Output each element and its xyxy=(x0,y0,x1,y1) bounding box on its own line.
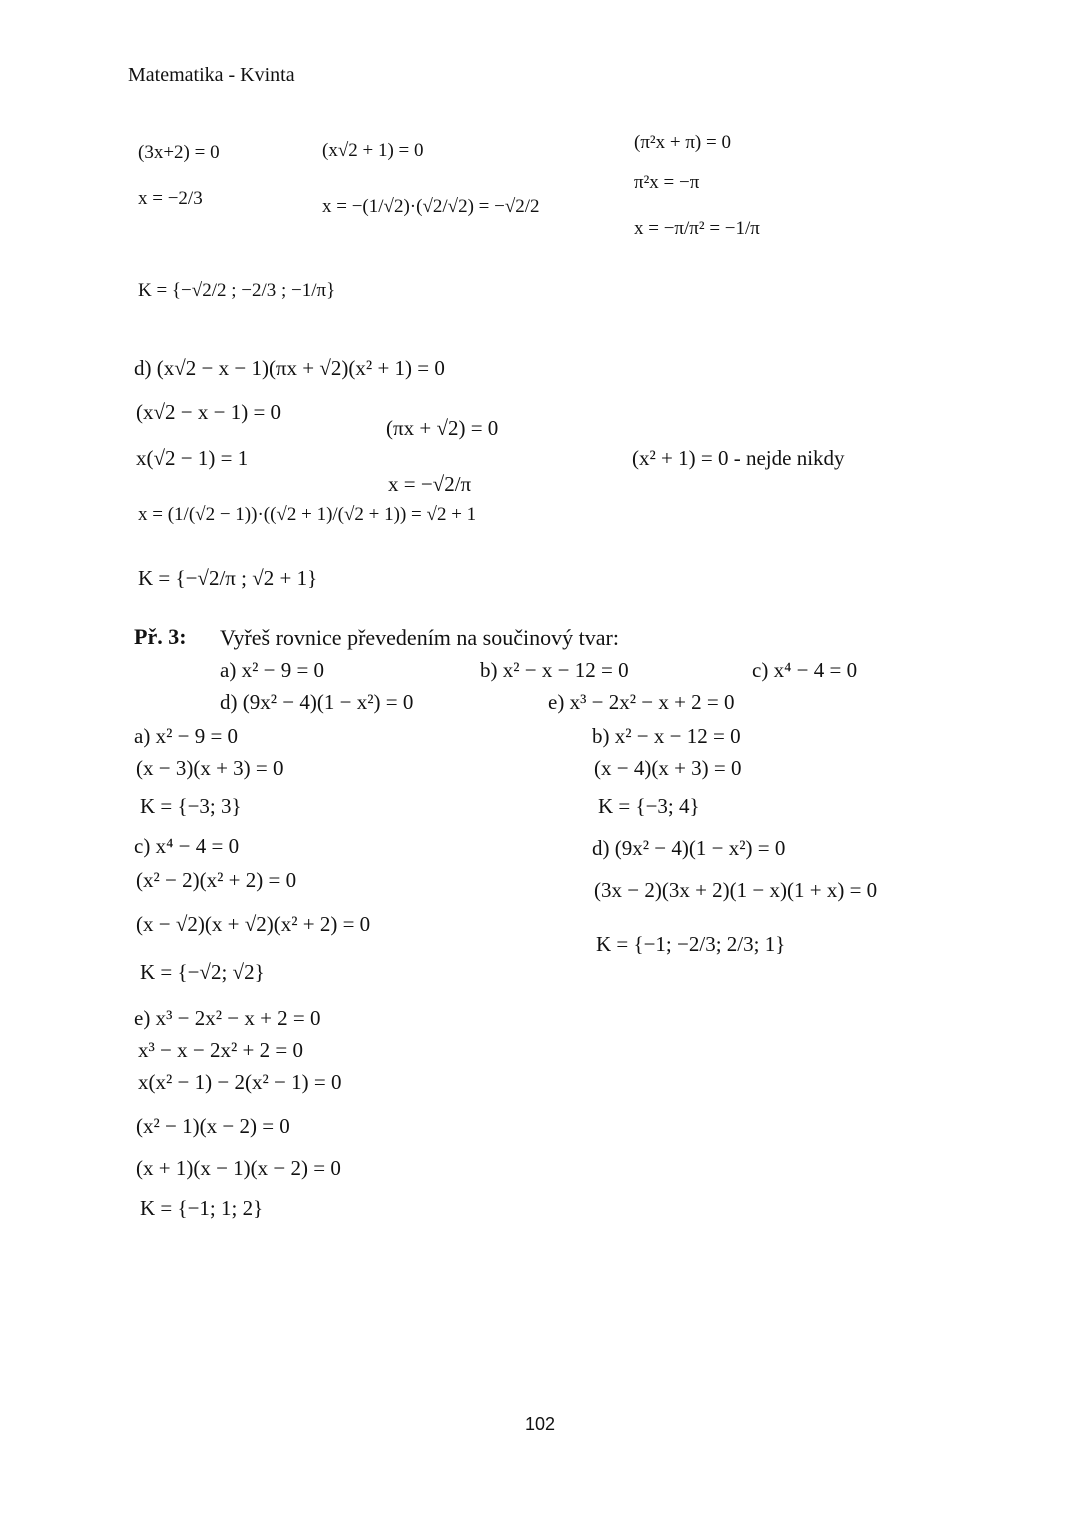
equation: (π²x + π) = 0 xyxy=(634,132,731,153)
equation: x = −√2/π xyxy=(388,472,472,496)
solution-b-line: (x − 4)(x + 3) = 0 xyxy=(594,756,742,780)
solution-a-set: K = {−3; 3} xyxy=(140,794,242,818)
equation: x = (1/(√2 − 1))·((√2 + 1)/(√2 + 1)) = √2 + 1 xyxy=(138,504,477,525)
task-option-b: b) x² − x − 12 = 0 xyxy=(480,658,629,682)
solution-set: K = {−√2/2 ; −2/3 ; −1/π} xyxy=(138,280,336,301)
solution-c-set: K = {−√2; √2} xyxy=(140,960,265,984)
solution-a-line: a) x² − 9 = 0 xyxy=(134,724,239,748)
solution-c-line: (x² − 2)(x² + 2) = 0 xyxy=(136,868,297,892)
task-label: Př. 3: xyxy=(134,624,187,649)
equation: x = −2/3 xyxy=(138,188,203,209)
task-option-a: a) x² − 9 = 0 xyxy=(220,658,325,682)
solution-a-line: (x − 3)(x + 3) = 0 xyxy=(136,756,284,780)
page-header: Matematika - Kvinta xyxy=(128,64,295,86)
solution-c-line: (x − √2)(x + √2)(x² + 2) = 0 xyxy=(136,912,371,936)
solution-e-line: e) x³ − 2x² − x + 2 = 0 xyxy=(134,1006,321,1030)
solution-c-line: c) x⁴ − 4 = 0 xyxy=(134,834,240,858)
solution-e-line: x(x² − 1) − 2(x² − 1) = 0 xyxy=(138,1070,342,1094)
task-option-e: e) x³ − 2x² − x + 2 = 0 xyxy=(548,690,735,714)
equation: d) (x√2 − x − 1)(πx + √2)(x² + 1) = 0 xyxy=(134,356,445,380)
solution-e-line: (x + 1)(x − 1)(x − 2) = 0 xyxy=(136,1156,341,1180)
equation: (x√2 + 1) = 0 xyxy=(322,140,424,161)
equation: x(√2 − 1) = 1 xyxy=(136,446,249,470)
task-option-d: d) (9x² − 4)(1 − x²) = 0 xyxy=(220,690,414,714)
equation: x = −π/π² = −1/π xyxy=(634,218,760,239)
equation: (3x+2) = 0 xyxy=(138,142,220,163)
solution-d-set: K = {−1; −2/3; 2/3; 1} xyxy=(596,932,786,956)
task-text: Vyřeš rovnice převedením na součinový tvar: xyxy=(220,625,619,650)
solution-e-line: x³ − x − 2x² + 2 = 0 xyxy=(138,1038,303,1062)
equation: x = −(1/√2)·(√2/√2) = −√2/2 xyxy=(322,196,540,217)
solution-e-set: K = {−1; 1; 2} xyxy=(140,1196,264,1220)
solution-e-line: (x² − 1)(x − 2) = 0 xyxy=(136,1114,290,1138)
solution-d-line: (3x − 2)(3x + 2)(1 − x)(1 + x) = 0 xyxy=(594,878,878,902)
task-option-c: c) x⁴ − 4 = 0 xyxy=(752,658,858,682)
solution-b-set: K = {−3; 4} xyxy=(598,794,700,818)
equation: π²x = −π xyxy=(634,172,700,193)
equation: (x√2 − x − 1) = 0 xyxy=(136,400,282,424)
equation: (πx + √2) = 0 xyxy=(386,416,499,440)
page-number: 102 xyxy=(524,1414,556,1434)
solution-d-line: d) (9x² − 4)(1 − x²) = 0 xyxy=(592,836,786,860)
solution-b-line: b) x² − x − 12 = 0 xyxy=(592,724,741,748)
solution-set: K = {−√2/π ; √2 + 1} xyxy=(138,566,318,590)
equation: (x² + 1) = 0 - nejde nikdy xyxy=(632,446,845,470)
